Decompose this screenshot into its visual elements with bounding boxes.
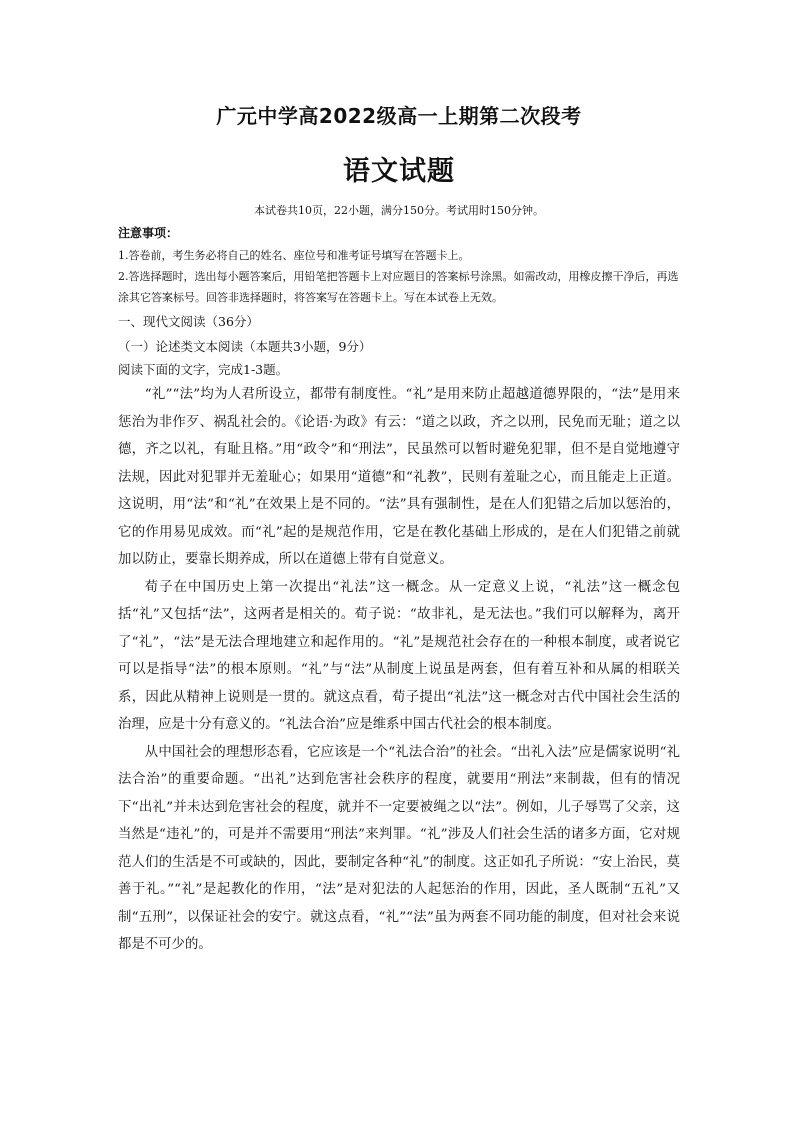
passage-paragraph-3: 从中国社会的理想形态看，它应该是一个“礼法合治”的社会。“出礼入法”应是儒家说明“礼法合治”的重要命题。“出礼”达到危害社会秩序的程度，就要用“刑法”来制裁，但有的情况下“出礼”并未达到危害社会的程度，就并不一定要被绳之以“法”。例如，儿子辱骂了父亲，这当然是“违礼”的，可是并不需要用“刑法”来判罪。“礼”涉及人们社会生活的诸多方面，它对规范人们的生活是不可或缺的，因此，要制定各种“礼”的制度。这正如孔子所说：“安上治民，莫善于礼。”“礼”是起教化的作用，“法”是对犯法的人起惩治的作用，因此，圣人既制“五礼”又制“五刑”，以保证社会的安宁。就这点看，“礼”“法”虽为两套不同功能的制度，但对社会来说都是不可少的。 [118,744,680,952]
exam-page [118,100,680,959]
notice-item-1: 1.答卷前，考生务必将自己的姓名、座位号和准考证号填写在答题卡上。 [118,249,470,262]
notice-block [118,224,680,308]
exam-info: 本试卷共10页，22小题，满分150分。考试用时150分钟。 [254,204,544,217]
passage-paragraph-1: “礼”“法”均为人君所设立，都带有制度性。“礼”是用来防止超越道德界限的，“法”是用来惩治为非作歹、祸乱社会的。《论语·为政》有云：“道之以政，齐之以刑，民免而无耻；道之以德，齐之以礼，有耻且格。”用“政令”和“刑法”，民虽然可以暂时避免犯罪，但不是自觉地遵守法规，因此对犯罪并无羞耻心；如果用“道德”和“礼教”，民则有羞耻之心，而且能走上正道。这说明，用“法”和“礼”在效果上是不同的。“法”具有强制性，是在人们犯错之后加以惩治的，它的作用易见成效。而“礼”起的是规范作用，它是在教化基础上形成的，是在人们犯错之前就加以防止，要靠长期养成，所以在道德上带有自觉意义。 [118,387,680,567]
exam-title: 广元中学高2022级高一上期第二次段考 [216,104,582,128]
section-heading-modern-reading: 一、现代文阅读（36分） [118,314,259,329]
reading-instruction: 阅读下面的文字，完成1-3题。 [118,362,289,377]
notice-heading: 注意事项： [118,226,179,240]
subsection-heading-argumentative: （一）论述类文本阅读（本题共3小题，9分） [118,339,372,354]
notice-item-2: 2.答选择题时，选出每小题答案后，用铅笔把答题卡上对应题目的答案标号涂黑。如需改动，用橡皮擦干净后，再选涂其它答案标号。回答非选择题时，将答案写在答题卡上。写在本试卷上无效。 [118,270,679,304]
exam-subject-title: 语文试题 [343,156,455,187]
passage-paragraph-2: 荀子在中国历史上第一次提出“礼法”这一概念。从一定意义上说，“礼法”这一概念包括“礼”又包括“法”，这两者是相关的。荀子说：“故非礼，是无法也。”我们可以解释为，离开了“礼”，“法”是无法合理地建立和起作用的。“礼”是规范社会存在的一种根本制度，或者说它可以是指导“法”的根本原则。“礼”与“法”从制度上说虽是两套，但有着互补和从属的相联关系，因此从精神上说则是一贯的。就这点看，荀子提出“礼法”这一概念对古代中国社会生活的治理，应是十分有意义的。“礼法合治”应是维系中国古代社会的根本制度。 [118,579,680,732]
reading-passage [118,381,680,959]
